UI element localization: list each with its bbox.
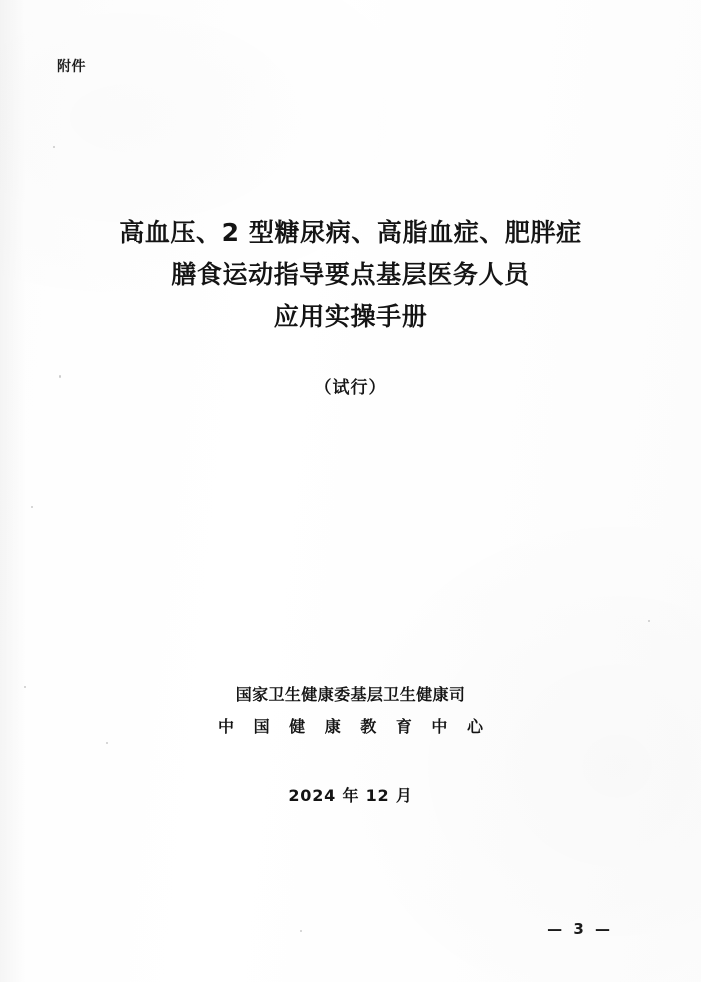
scan-speck: [31, 506, 33, 508]
page-number: — 3 —: [547, 920, 613, 938]
publication-date: 2024 年 12 月: [288, 786, 413, 805]
issuer-line-1: 国家卫生健康委基层卫生健康司: [235, 685, 466, 704]
scan-speck: [300, 930, 302, 932]
attachment-label: 附件: [57, 59, 86, 75]
document-title: [0, 212, 701, 338]
issuer-block: [0, 680, 701, 744]
title-line-1: 高血压、2 型糖尿病、高脂血症、肥胖症: [119, 218, 582, 247]
title-line-2: 膳食运动指导要点基层医务人员: [171, 260, 530, 289]
scan-speck: [648, 620, 650, 622]
document-subtitle: （试行）: [314, 378, 387, 398]
title-line-3: 应用实操手册: [273, 302, 428, 331]
issuer-line-2: 中 国 健 康 教 育 中 心: [218, 717, 490, 736]
scan-speck: [53, 146, 55, 148]
